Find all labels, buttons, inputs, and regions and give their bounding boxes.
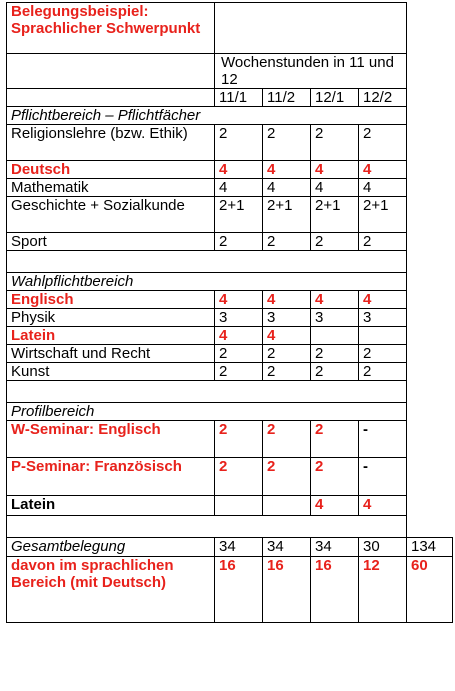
spacer-row	[7, 381, 407, 403]
hours-cell: 2	[311, 233, 359, 251]
term-header: 11/1	[215, 89, 263, 107]
section-pflichtbereich: Pflichtbereich – Pflichtfächer	[7, 107, 407, 125]
total-cell: 134	[407, 538, 453, 557]
hours-cell: 2	[215, 345, 263, 363]
hours-cell: 4	[263, 291, 311, 309]
subject-label: Englisch	[7, 291, 215, 309]
spacer-row	[7, 251, 407, 273]
hours-cell: 2	[359, 363, 407, 381]
header-empty	[7, 89, 215, 107]
table-title: Belegungsbeispiel: Sprachlicher Schwerpunkt	[7, 3, 215, 54]
hours-cell: 2	[311, 458, 359, 496]
hours-cell: 4	[311, 179, 359, 197]
hours-cell: 4	[263, 327, 311, 345]
title-spacer	[215, 3, 407, 54]
hours-cell	[215, 496, 263, 516]
subject-label: W-Seminar: Englisch	[7, 421, 215, 458]
hours-cell: 2	[215, 233, 263, 251]
hours-cell: 3	[263, 309, 311, 327]
hours-cell: 4	[215, 327, 263, 345]
hours-cell: 2+1	[263, 197, 311, 233]
header-empty	[7, 54, 215, 89]
subject-label: Geschichte + Sozialkunde	[7, 197, 215, 233]
belegung-table	[6, 2, 453, 623]
subject-label: Kunst	[7, 363, 215, 381]
term-header: 11/2	[263, 89, 311, 107]
hours-cell: 2	[263, 458, 311, 496]
total-cell: 60	[407, 557, 453, 623]
hours-cell: -	[359, 458, 407, 496]
sprachlich-label: davon im sprachlichen Bereich (mit Deutsch)	[7, 557, 215, 623]
hours-cell: 12	[359, 557, 407, 623]
subject-label: Wirtschaft und Recht	[7, 345, 215, 363]
hours-cell: 34	[311, 538, 359, 557]
hours-cell: 4	[359, 291, 407, 309]
hours-cell: 2	[215, 458, 263, 496]
wochenstunden-header: Wochenstunden in 11 und 12	[215, 54, 407, 89]
hours-cell: 3	[311, 309, 359, 327]
hours-cell: 2	[263, 345, 311, 363]
hours-cell: 4	[311, 161, 359, 179]
hours-cell: 2	[359, 345, 407, 363]
subject-label: Deutsch	[7, 161, 215, 179]
hours-cell: 3	[359, 309, 407, 327]
hours-cell: 2	[311, 363, 359, 381]
subject-label: Physik	[7, 309, 215, 327]
hours-cell: 2	[263, 125, 311, 161]
hours-cell: 16	[311, 557, 359, 623]
hours-cell: 2	[359, 233, 407, 251]
subject-label: Latein	[7, 496, 215, 516]
hours-cell: 2	[215, 125, 263, 161]
hours-cell: 4	[359, 161, 407, 179]
hours-cell: 2+1	[359, 197, 407, 233]
hours-cell: 34	[215, 538, 263, 557]
subject-label: Religionslehre (bzw. Ethik)	[7, 125, 215, 161]
hours-cell: 2+1	[311, 197, 359, 233]
section-profilbereich: Profilbereich	[7, 403, 407, 421]
hours-cell	[359, 327, 407, 345]
subject-label: Sport	[7, 233, 215, 251]
subject-label: P-Seminar: Französisch	[7, 458, 215, 496]
section-wahlpflichtbereich: Wahlpflichtbereich	[7, 273, 407, 291]
hours-cell	[263, 496, 311, 516]
hours-cell: -	[359, 421, 407, 458]
hours-cell: 4	[215, 161, 263, 179]
hours-cell: 16	[263, 557, 311, 623]
term-header: 12/2	[359, 89, 407, 107]
hours-cell: 2	[215, 421, 263, 458]
hours-cell: 2	[263, 233, 311, 251]
hours-cell: 4	[311, 291, 359, 309]
hours-cell: 2	[311, 421, 359, 458]
subject-label: Mathematik	[7, 179, 215, 197]
hours-cell: 4	[263, 179, 311, 197]
subject-label: Latein	[7, 327, 215, 345]
hours-cell: 4	[359, 496, 407, 516]
spacer-row	[7, 516, 407, 538]
hours-cell: 4	[215, 179, 263, 197]
gesamt-label: Gesamtbelegung	[7, 538, 215, 557]
hours-cell: 2	[263, 363, 311, 381]
hours-cell: 4	[263, 161, 311, 179]
hours-cell: 2	[215, 363, 263, 381]
hours-cell: 2	[359, 125, 407, 161]
hours-cell: 4	[215, 291, 263, 309]
hours-cell: 2	[311, 345, 359, 363]
hours-cell: 30	[359, 538, 407, 557]
hours-cell: 3	[215, 309, 263, 327]
hours-cell: 16	[215, 557, 263, 623]
hours-cell: 34	[263, 538, 311, 557]
term-header: 12/1	[311, 89, 359, 107]
hours-cell: 2	[311, 125, 359, 161]
hours-cell: 2	[263, 421, 311, 458]
hours-cell: 4	[359, 179, 407, 197]
hours-cell	[311, 327, 359, 345]
hours-cell: 2+1	[215, 197, 263, 233]
hours-cell: 4	[311, 496, 359, 516]
